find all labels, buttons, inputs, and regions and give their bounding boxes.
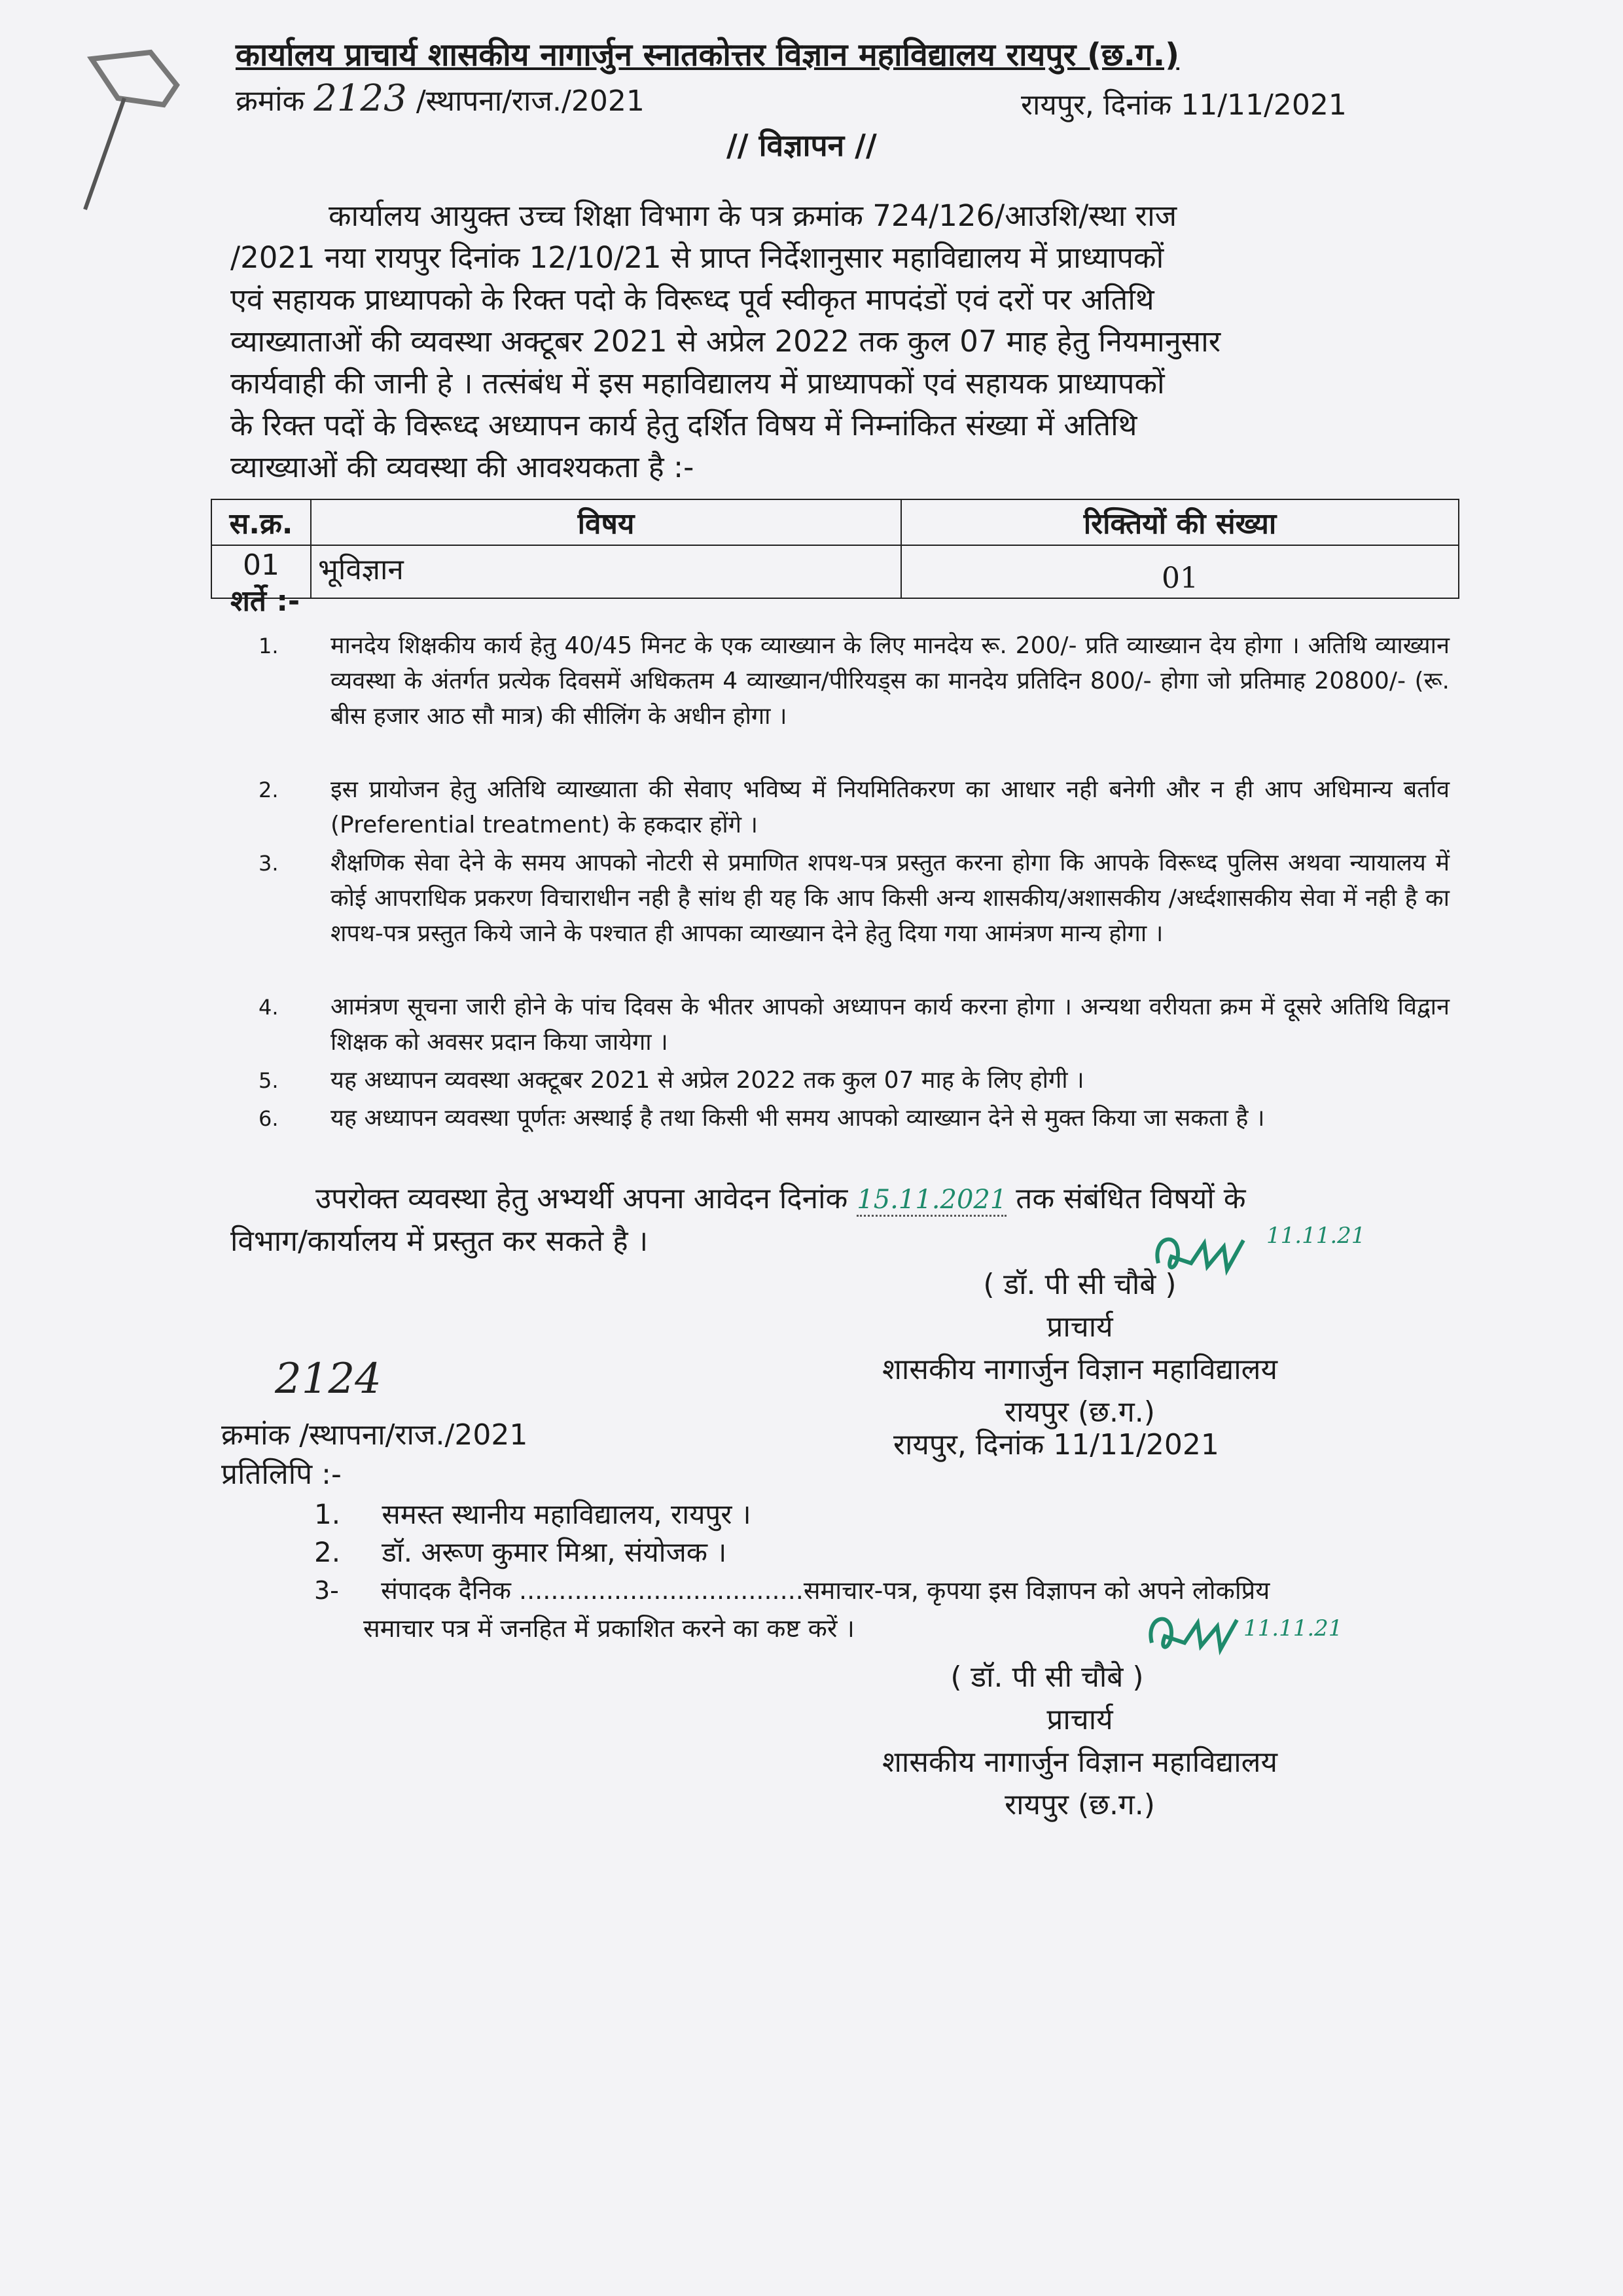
- copy-label: प्रतिलिपि :-: [221, 1458, 342, 1491]
- office-heading: कार्यालय प्राचार्य शासकीय नागार्जुन स्नातकोत्तर विज्ञान महाविद्यालय रायपुर (छ.ग.): [236, 37, 1180, 73]
- condition-number: 1.: [259, 634, 279, 658]
- list-item: [314, 1534, 1440, 1571]
- intro-line: एवं सहायक प्राध्यापको के रिक्त पदो के विरूध्द पूर्व स्वीकृत मापदंडों एवं दरों पर अतिथि: [230, 282, 1154, 317]
- col-header-sno: स.क्र.: [211, 499, 311, 545]
- condition-number: 5.: [259, 1068, 279, 1093]
- col-header-vacancies: रिक्तियों की संख्या: [901, 499, 1459, 545]
- condition-text: आमंत्रण सूचना जारी होने के पांच दिवस के भीतर आपको अध्यापन कार्य करना होगा । अन्यथा वरीयता क्रम में दूसरे अतिथि विद्वान शिक्षक को अवसर प्रदान किया जायेगा ।: [330, 994, 1450, 1056]
- cell-subject: भूविज्ञान: [311, 545, 901, 598]
- condition-text: यह अध्यापन व्यवस्था पूर्णतः अस्थाई है तथा किसी भी समय आपको व्याख्यान देने से मुक्त किया जा सकता है ।: [330, 1105, 1265, 1132]
- intro-line: व्याख्याताओं की व्यवस्था अक्टूबर 2021 से अप्रेल 2022 तक कुल 07 माह हेतु नियमानुसार: [230, 324, 1221, 359]
- cell-vacancies: 01: [901, 545, 1459, 598]
- recipient-3-continuation: समाचार पत्र में जनहित में प्रकाशित करने का कष्ट करें ।: [363, 1614, 855, 1643]
- copy-place-date: रायपुर, दिनांक 11/11/2021: [893, 1428, 1219, 1462]
- copy-ref-line: क्रमांक /स्थापना/राज./2021: [221, 1418, 528, 1452]
- condition-text: शैक्षणिक सेवा देने के समय आपको नोटरी से प्रमाणित शपथ-पत्र प्रस्तुत करना होगा कि आपके विरूध्द पुलिस अथवा न्यायालय में कोई आपराधिक प्रकरण विचाराधीन नही है सांथ ही यह कि आप किसी अन्य शासकीय/अशासकीय /अर्ध्दशासकीय सेवा में नही है का शपथ-पत्र प्रस्तुत किये जाने के पश्चात ही आपका व्याख्यान देने हेतु दिया गया आमंत्रण मान्य होगा ।: [330, 850, 1450, 947]
- condition-number: 3.: [259, 851, 279, 876]
- cell-sno: 01: [211, 545, 311, 598]
- condition-text: मानदेय शिक्षकीय कार्य हेतु 40/45 मिनट के एक व्याख्यान के लिए मानदेय रू. 200/- प्रति व्याख्यान देय होगा । अतिथि व्याख्यान व्यवस्था के अंतर्गत प्रत्येक दिवसमें अधिकतम 4 व्याख्यान/पीरियड्स का मानदेय प्रतिदिन 800/- होगा जो प्रतिमाह 20800/- (रू. बीस हजार आठ सौ मात्र) की सीलिंग के अधीन होगा ।: [330, 632, 1450, 730]
- application-text-after: तक संबंधित विषयों के: [1016, 1182, 1246, 1215]
- signatory-designation: प्राचार्य: [1046, 1703, 1113, 1736]
- signatory-institution: शासकीय नागार्जुन विज्ञान महाविद्यालय: [882, 1353, 1278, 1386]
- signatory-designation: प्राचार्य: [1046, 1310, 1113, 1344]
- signatory-name: ( डॉ. पी सी चौबे ): [983, 1268, 1177, 1301]
- recipient-number: 2.: [314, 1536, 341, 1568]
- condition-text: यह अध्यापन व्यवस्था अक्टूबर 2021 से अप्रेल 2022 तक कुल 07 माह के लिए होगी ।: [330, 1067, 1084, 1094]
- condition-number: 2.: [259, 778, 279, 802]
- vacancy-table: [211, 499, 1459, 599]
- signature-date-1: 11.11.21: [1266, 1223, 1366, 1249]
- signatory-name: ( डॉ. पी सी चौबे ): [950, 1660, 1144, 1694]
- ref-prefix: क्रमांक: [236, 84, 305, 118]
- signatory-city: रायपुर (छ.ग.): [1005, 1395, 1155, 1429]
- intro-paragraph: [230, 195, 1461, 488]
- signature-date-2: 11.11.21: [1243, 1615, 1343, 1641]
- list-item: [314, 1496, 1440, 1534]
- condition-number: 6.: [259, 1106, 279, 1131]
- application-date-handwritten: 15.11.2021: [857, 1185, 1007, 1217]
- ref-suffix: /स्थापना/राज./2021: [416, 84, 645, 118]
- reference-line: [236, 77, 645, 120]
- table-header-row: [211, 499, 1459, 545]
- application-line-2: विभाग/कार्यालय में प्रस्तुत कर सकते है ।: [230, 1225, 649, 1258]
- intro-line: कार्यवाही की जानी हे । तत्संबंध में इस महाविद्यालय में प्राध्यापकों एवं सहायक प्राध्यापकों: [230, 366, 1165, 401]
- copy-ref-number-handwritten: 2124: [275, 1355, 382, 1403]
- signatory-institution: शासकीय नागार्जुन विज्ञान महाविद्यालय: [882, 1746, 1278, 1779]
- staple-pin-icon: [79, 46, 190, 229]
- recipient-text: समस्त स्थानीय महाविद्यालय, रायपुर ।: [382, 1498, 751, 1530]
- condition-text: इस प्रायोजन हेतु अतिथि व्याख्याता की सेवाए भविष्य में नियमितिकरण का आधार नही बनेगी और न ही आप अधिमान्य बर्ताव (Preferential treatment) के हकदार होंगे ।: [330, 776, 1450, 838]
- table-row: [211, 545, 1459, 598]
- application-text-before: उपरोक्त व्यवस्था हेतु अभ्यर्थी अपना आवेदन दिनांक: [315, 1182, 848, 1215]
- col-header-subject: विषय: [311, 499, 901, 545]
- ref-number-handwritten: 2123: [313, 77, 407, 120]
- signatory-city: रायपुर (छ.ग.): [1005, 1788, 1155, 1821]
- recipient-text: संपादक दैनिक ....................................समाचार-पत्र, कृपया इस विज्ञापन को अपने लोकप्रिय: [381, 1576, 1270, 1605]
- intro-line: कार्यालय आयुक्त उच्च शिक्षा विभाग के पत्र क्रमांक 724/126/आउशि/स्था राज: [329, 198, 1177, 233]
- recipient-number: 1.: [314, 1498, 341, 1530]
- header-place-date: रायपुर, दिनांक 11/11/2021: [1021, 88, 1347, 122]
- intro-line: /2021 नया रायपुर दिनांक 12/10/21 से प्राप्त निर्देशानुसार महाविद्यालय में प्राध्यापकों: [230, 240, 1164, 275]
- intro-line: के रिक्त पदों के विरूध्द अध्यापन कार्य हेतु दर्शित विषय में निम्नांकित संख्या में अतिथि: [230, 408, 1137, 442]
- condition-number: 4.: [259, 995, 279, 1020]
- recipient-text: डॉ. अरूण कुमार मिश्रा, संयोजक ।: [382, 1536, 727, 1568]
- intro-line: व्याख्याओं की व्यवस्था की आवश्यकता है :-: [230, 450, 694, 484]
- conditions-heading: शर्ते :-: [230, 584, 300, 618]
- notice-title: // विज्ञापन //: [726, 128, 877, 163]
- recipient-number: 3-: [314, 1576, 339, 1605]
